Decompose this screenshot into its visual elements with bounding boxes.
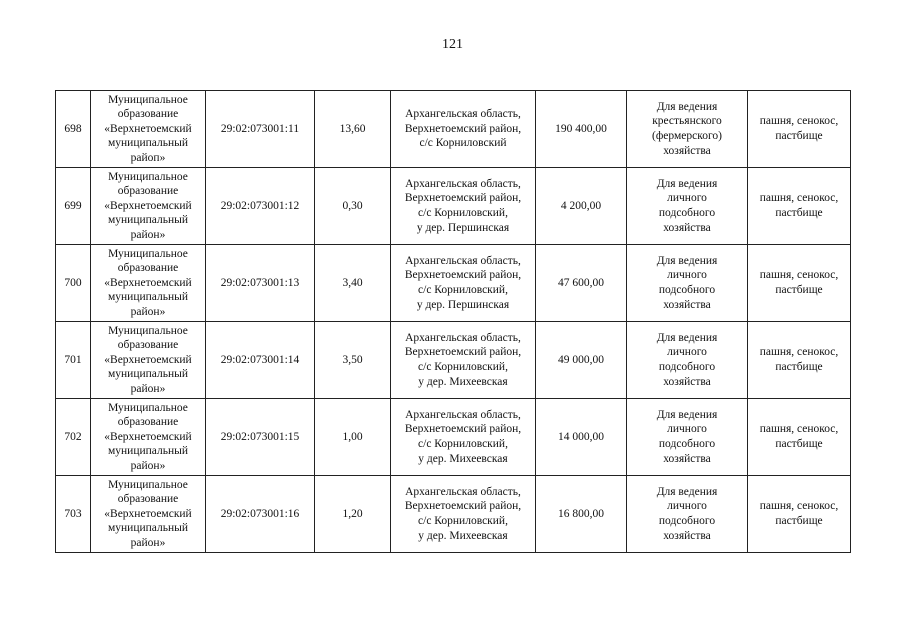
area-cell: 3,40 bbox=[315, 245, 391, 322]
landuse-line: пашня, сенокос, bbox=[759, 500, 839, 513]
address-cell bbox=[391, 399, 536, 476]
address-line: Архангельская область, bbox=[405, 408, 521, 421]
address-line: у дер. Михеевская bbox=[418, 375, 508, 388]
owner-line: район» bbox=[130, 305, 166, 318]
purpose-line: хозяйства bbox=[663, 144, 711, 157]
address-line: с/с Корниловский, bbox=[418, 515, 508, 527]
purpose-cell bbox=[627, 91, 748, 168]
address-line: Верхнетоемский район, bbox=[404, 346, 522, 359]
purpose-line: хозяйства bbox=[663, 452, 711, 465]
land-use-cell bbox=[748, 245, 851, 322]
address-line: Верхнетоемский район, bbox=[404, 500, 522, 513]
address-line: у дер. Михеевская bbox=[418, 452, 508, 465]
purpose-line: подсобного bbox=[658, 438, 716, 450]
price-cell: 4 200,00 bbox=[536, 168, 627, 245]
owner-cell bbox=[91, 322, 206, 399]
cadastral-number-cell: 29:02:073001:16 bbox=[206, 476, 315, 553]
address-line: Верхнетоемский район, bbox=[404, 269, 522, 282]
owner-line: муниципальный bbox=[107, 522, 189, 535]
address-line: Архангельская область, bbox=[405, 331, 521, 344]
owner-line: Муниципальное bbox=[108, 247, 188, 260]
row-number-cell: 698 bbox=[56, 91, 91, 168]
price-cell: 49 000,00 bbox=[536, 322, 627, 399]
land-use-cell bbox=[748, 168, 851, 245]
owner-line: муниципальный bbox=[107, 368, 189, 381]
area-cell: 13,60 bbox=[315, 91, 391, 168]
land-use-cell bbox=[748, 322, 851, 399]
owner-line: «Верхнетоемский bbox=[104, 122, 192, 135]
row-number-cell: 700 bbox=[56, 245, 91, 322]
cadastral-number-cell: 29:02:073001:12 bbox=[206, 168, 315, 245]
owner-line: «Верхнетоемский bbox=[104, 276, 192, 289]
price-cell: 14 000,00 bbox=[536, 399, 627, 476]
owner-line: Муниципальное bbox=[108, 401, 188, 414]
owner-line: район» bbox=[130, 228, 166, 241]
address-cell bbox=[391, 322, 536, 399]
landuse-line: пашня, сенокос, bbox=[759, 269, 839, 282]
owner-line: райоп» bbox=[130, 151, 166, 164]
purpose-line: подсобного bbox=[658, 207, 716, 219]
owner-line: Муниципальное bbox=[108, 324, 188, 337]
owner-line: район» bbox=[130, 459, 166, 472]
owner-line: «Верхнетоемский bbox=[104, 430, 192, 443]
address-line: у дер. Михеевская bbox=[418, 529, 508, 542]
purpose-line: личного bbox=[667, 423, 707, 436]
owner-line: образование bbox=[117, 416, 179, 429]
land-use-cell bbox=[748, 91, 851, 168]
table-body bbox=[56, 91, 851, 553]
purpose-line: (фермерского) bbox=[652, 130, 722, 142]
area-cell: 0,30 bbox=[315, 168, 391, 245]
purpose-line: хозяйства bbox=[663, 375, 711, 388]
owner-cell bbox=[91, 245, 206, 322]
owner-line: муниципальный bbox=[107, 137, 189, 150]
landuse-line: пастбище bbox=[775, 515, 823, 527]
land-use-cell bbox=[748, 476, 851, 553]
landuse-line: пастбище bbox=[775, 284, 823, 296]
purpose-cell bbox=[627, 399, 748, 476]
owner-line: образование bbox=[117, 493, 179, 506]
purpose-line: подсобного bbox=[658, 361, 716, 373]
address-line: у дер. Першинская bbox=[416, 221, 510, 234]
address-cell bbox=[391, 91, 536, 168]
table-row bbox=[56, 476, 851, 553]
address-line: Архангельская область, bbox=[405, 254, 521, 267]
address-line: Верхнетоемский район, bbox=[404, 122, 522, 135]
address-line: Архангельская область, bbox=[405, 177, 521, 190]
purpose-cell bbox=[627, 322, 748, 399]
row-number-cell: 702 bbox=[56, 399, 91, 476]
price-cell: 47 600,00 bbox=[536, 245, 627, 322]
landuse-line: пастбище bbox=[775, 361, 823, 373]
area-cell: 1,20 bbox=[315, 476, 391, 553]
owner-line: «Верхнетоемский bbox=[104, 507, 192, 520]
cadastral-number-cell: 29:02:073001:15 bbox=[206, 399, 315, 476]
table-row bbox=[56, 399, 851, 476]
row-number-cell: 701 bbox=[56, 322, 91, 399]
address-line: Архангельская область, bbox=[405, 108, 521, 121]
price-cell: 16 800,00 bbox=[536, 476, 627, 553]
address-line: Архангельская область, bbox=[405, 485, 521, 498]
owner-line: Муниципальное bbox=[108, 93, 188, 106]
address-line: с/с Корниловский bbox=[419, 137, 507, 150]
cadastral-number-cell: 29:02:073001:11 bbox=[206, 91, 315, 168]
owner-line: образование bbox=[117, 339, 179, 352]
purpose-line: крестьянского bbox=[652, 115, 722, 128]
purpose-line: хозяйства bbox=[663, 529, 711, 542]
owner-line: Муниципальное bbox=[108, 478, 188, 491]
owner-cell bbox=[91, 476, 206, 553]
address-line: с/с Корниловский, bbox=[418, 438, 508, 450]
table-row bbox=[56, 91, 851, 168]
owner-line: образование bbox=[117, 185, 179, 198]
purpose-line: личного bbox=[667, 269, 707, 282]
landuse-line: пашня, сенокос, bbox=[759, 423, 839, 436]
address-line: Верхнетоемский район, bbox=[404, 423, 522, 436]
address-line: с/с Корниловский, bbox=[418, 207, 508, 219]
land-use-cell bbox=[748, 399, 851, 476]
owner-line: район» bbox=[130, 536, 166, 549]
purpose-line: личного bbox=[667, 500, 707, 513]
address-line: с/с Корниловский, bbox=[418, 284, 508, 296]
owner-line: муниципальный bbox=[107, 445, 189, 458]
owner-line: муниципальный bbox=[107, 214, 189, 227]
row-number-cell: 703 bbox=[56, 476, 91, 553]
purpose-cell bbox=[627, 168, 748, 245]
landuse-line: пашня, сенокос, bbox=[759, 346, 839, 359]
landuse-line: пастбище bbox=[775, 438, 823, 450]
cadastral-number-cell: 29:02:073001:14 bbox=[206, 322, 315, 399]
purpose-line: личного bbox=[667, 346, 707, 359]
purpose-line: хозяйства bbox=[663, 221, 711, 234]
purpose-line: подсобного bbox=[658, 284, 716, 296]
row-number-cell: 699 bbox=[56, 168, 91, 245]
area-cell: 3,50 bbox=[315, 322, 391, 399]
table-row bbox=[56, 322, 851, 399]
address-cell bbox=[391, 168, 536, 245]
owner-line: «Верхнетоемский bbox=[104, 199, 192, 212]
purpose-line: Для ведения bbox=[656, 100, 718, 113]
owner-line: «Верхнетоемский bbox=[104, 353, 192, 366]
owner-line: Муниципальное bbox=[108, 170, 188, 183]
owner-cell bbox=[91, 91, 206, 168]
cadastral-number-cell: 29:02:073001:13 bbox=[206, 245, 315, 322]
landuse-line: пашня, сенокос, bbox=[759, 192, 839, 205]
purpose-cell bbox=[627, 245, 748, 322]
landuse-line: пастбище bbox=[775, 130, 823, 142]
purpose-line: хозяйства bbox=[663, 298, 711, 311]
owner-line: район» bbox=[130, 382, 166, 395]
address-line: Верхнетоемский район, bbox=[404, 192, 522, 205]
purpose-line: Для ведения bbox=[656, 485, 718, 498]
owner-cell bbox=[91, 399, 206, 476]
owner-cell bbox=[91, 168, 206, 245]
land-plots-table bbox=[55, 90, 851, 553]
owner-line: образование bbox=[117, 108, 179, 121]
purpose-line: подсобного bbox=[658, 515, 716, 527]
purpose-line: личного bbox=[667, 192, 707, 205]
purpose-line: Для ведения bbox=[656, 408, 718, 421]
table-row bbox=[56, 168, 851, 245]
purpose-line: Для ведения bbox=[656, 254, 718, 267]
owner-line: образование bbox=[117, 262, 179, 275]
landuse-line: пастбище bbox=[775, 207, 823, 219]
address-cell bbox=[391, 476, 536, 553]
purpose-line: Для ведения bbox=[656, 177, 718, 190]
purpose-line: Для ведения bbox=[656, 331, 718, 344]
address-cell bbox=[391, 245, 536, 322]
page-number: 121 bbox=[442, 37, 463, 52]
table-row bbox=[56, 245, 851, 322]
area-cell: 1,00 bbox=[315, 399, 391, 476]
landuse-line: пашня, сенокос, bbox=[759, 115, 839, 128]
address-line: у дер. Першинская bbox=[416, 298, 510, 311]
price-cell: 190 400,00 bbox=[536, 91, 627, 168]
purpose-cell bbox=[627, 476, 748, 553]
owner-line: муниципальный bbox=[107, 291, 189, 304]
address-line: с/с Корниловский, bbox=[418, 361, 508, 373]
